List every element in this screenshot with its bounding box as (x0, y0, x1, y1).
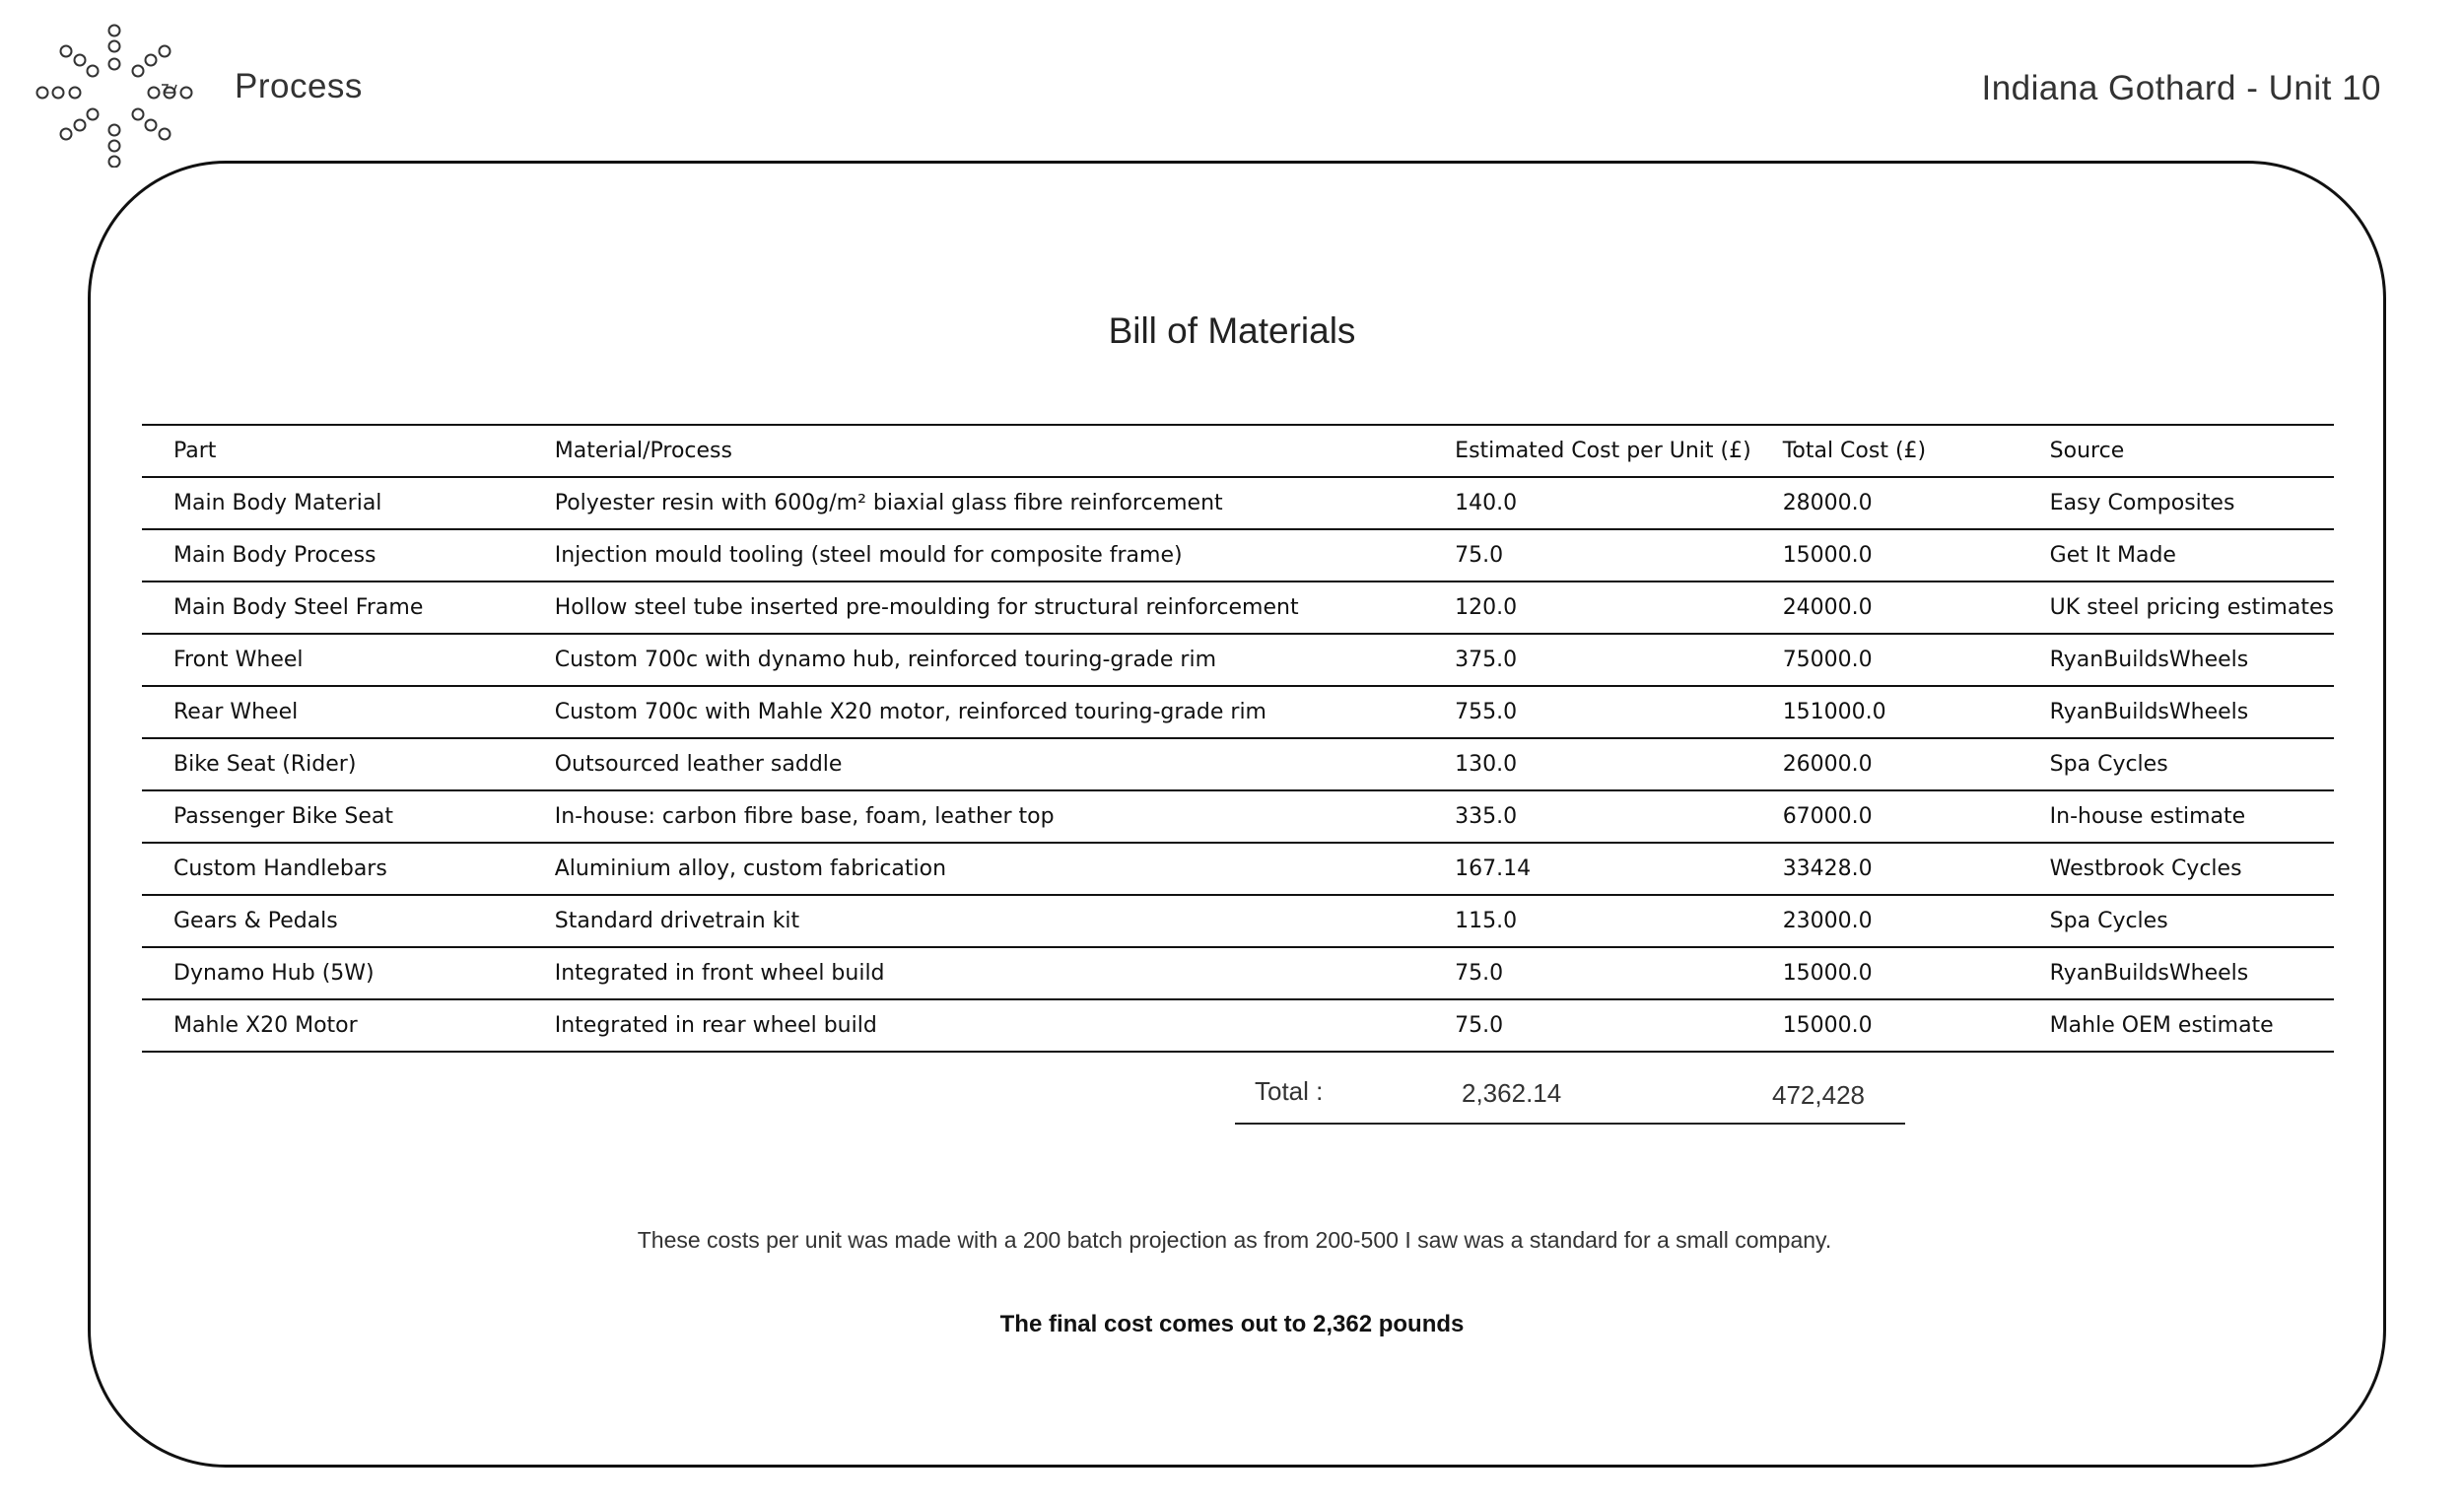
cell-part: Passenger Bike Seat (142, 790, 523, 843)
cell-part: Main Body Process (142, 529, 523, 581)
cell-source: Easy Composites (2024, 477, 2334, 529)
total-unit-cost: 2,362.14 (1462, 1078, 1562, 1108)
table-row (142, 738, 2334, 790)
cell-material: Outsourced leather saddle (523, 738, 1423, 790)
cell-unit-cost: 75.0 (1423, 529, 1751, 581)
table-row (142, 477, 2334, 529)
cell-unit-cost: 167.14 (1423, 843, 1751, 895)
cell-part: Gears & Pedals (142, 895, 523, 947)
total-underline (1235, 1123, 1905, 1125)
cell-total-cost: 67000.0 (1751, 790, 2024, 843)
cell-unit-cost: 75.0 (1423, 999, 1751, 1052)
cell-unit-cost: 130.0 (1423, 738, 1751, 790)
cell-source: In-house estimate (2024, 790, 2334, 843)
cell-material: Polyester resin with 600g/m² biaxial glass fibre reinforcement (523, 477, 1423, 529)
cell-source: Westbrook Cycles (2024, 843, 2334, 895)
table-row (142, 634, 2334, 686)
final-cost-statement: The final cost comes out to 2,362 pounds (999, 1311, 1465, 1337)
cell-unit-cost: 75.0 (1423, 947, 1751, 999)
bill-of-materials-table (142, 424, 2334, 1053)
table-row (142, 895, 2334, 947)
cell-material: Standard drivetrain kit (523, 895, 1423, 947)
cell-material: Aluminium alloy, custom fabrication (523, 843, 1423, 895)
cell-material: Integrated in front wheel build (523, 947, 1423, 999)
section-title: Process (235, 67, 363, 105)
table-header-row (142, 425, 2334, 477)
cell-source: Mahle OEM estimate (2024, 999, 2334, 1052)
cell-part: Main Body Steel Frame (142, 581, 523, 634)
cell-part: Bike Seat (Rider) (142, 738, 523, 790)
author-unit-label: Indiana Gothard - Unit 10 (1981, 69, 2381, 107)
cell-material: Injection mould tooling (steel mould for composite frame) (523, 529, 1423, 581)
page-title: Bill of Materials (1108, 310, 1356, 351)
cell-total-cost: 15000.0 (1751, 999, 2024, 1052)
column-header-total-cost: Total Cost (£) (1751, 425, 2024, 477)
cell-part: Dynamo Hub (5W) (142, 947, 523, 999)
cell-unit-cost: 755.0 (1423, 686, 1751, 738)
cell-material: Hollow steel tube inserted pre-moulding for structural reinforcement (523, 581, 1423, 634)
table-row (142, 686, 2334, 738)
table-row (142, 581, 2334, 634)
cell-source: UK steel pricing estimates (2024, 581, 2334, 634)
cell-unit-cost: 120.0 (1423, 581, 1751, 634)
cell-unit-cost: 375.0 (1423, 634, 1751, 686)
cell-material: Custom 700c with dynamo hub, reinforced touring-grade rim (523, 634, 1423, 686)
table-row (142, 790, 2334, 843)
cell-total-cost: 15000.0 (1751, 529, 2024, 581)
cell-unit-cost: 335.0 (1423, 790, 1751, 843)
table-row (142, 843, 2334, 895)
column-header-part: Part (142, 425, 523, 477)
cell-source: RyanBuildsWheels (2024, 947, 2334, 999)
cell-source: Spa Cycles (2024, 738, 2334, 790)
column-header-source: Source (2024, 425, 2334, 477)
cell-source: RyanBuildsWheels (2024, 686, 2334, 738)
cell-total-cost: 24000.0 (1751, 581, 2024, 634)
total-batch-cost: 472,428 (1772, 1080, 1865, 1110)
table-row (142, 947, 2334, 999)
cell-source: Get It Made (2024, 529, 2334, 581)
cell-material: In-house: carbon fibre base, foam, leather top (523, 790, 1423, 843)
cell-total-cost: 33428.0 (1751, 843, 2024, 895)
cell-part: Mahle X20 Motor (142, 999, 523, 1052)
cell-part: Front Wheel (142, 634, 523, 686)
cell-material: Custom 700c with Mahle X20 motor, reinforced touring-grade rim (523, 686, 1423, 738)
table-row (142, 529, 2334, 581)
cell-total-cost: 28000.0 (1751, 477, 2024, 529)
cell-total-cost: 15000.0 (1751, 947, 2024, 999)
cell-part: Main Body Material (142, 477, 523, 529)
cell-source: Spa Cycles (2024, 895, 2334, 947)
total-label: Total : (1255, 1076, 1324, 1106)
cell-total-cost: 26000.0 (1751, 738, 2024, 790)
cell-part: Rear Wheel (142, 686, 523, 738)
column-header-unit-cost: Estimated Cost per Unit (£) (1423, 425, 1751, 477)
cell-total-cost: 75000.0 (1751, 634, 2024, 686)
batch-note: These costs per unit was made with a 200 batch projection as from 200-500 I saw was a standard for a small company. (637, 1227, 1832, 1253)
cell-unit-cost: 140.0 (1423, 477, 1751, 529)
table-row (142, 999, 2334, 1052)
cell-total-cost: 151000.0 (1751, 686, 2024, 738)
cell-total-cost: 23000.0 (1751, 895, 2024, 947)
cell-material: Integrated in rear wheel build (523, 999, 1423, 1052)
cell-part: Custom Handlebars (142, 843, 523, 895)
column-header-material: Material/Process (523, 425, 1423, 477)
cell-source: RyanBuildsWheels (2024, 634, 2334, 686)
cell-unit-cost: 115.0 (1423, 895, 1751, 947)
dots-logo (35, 24, 199, 168)
